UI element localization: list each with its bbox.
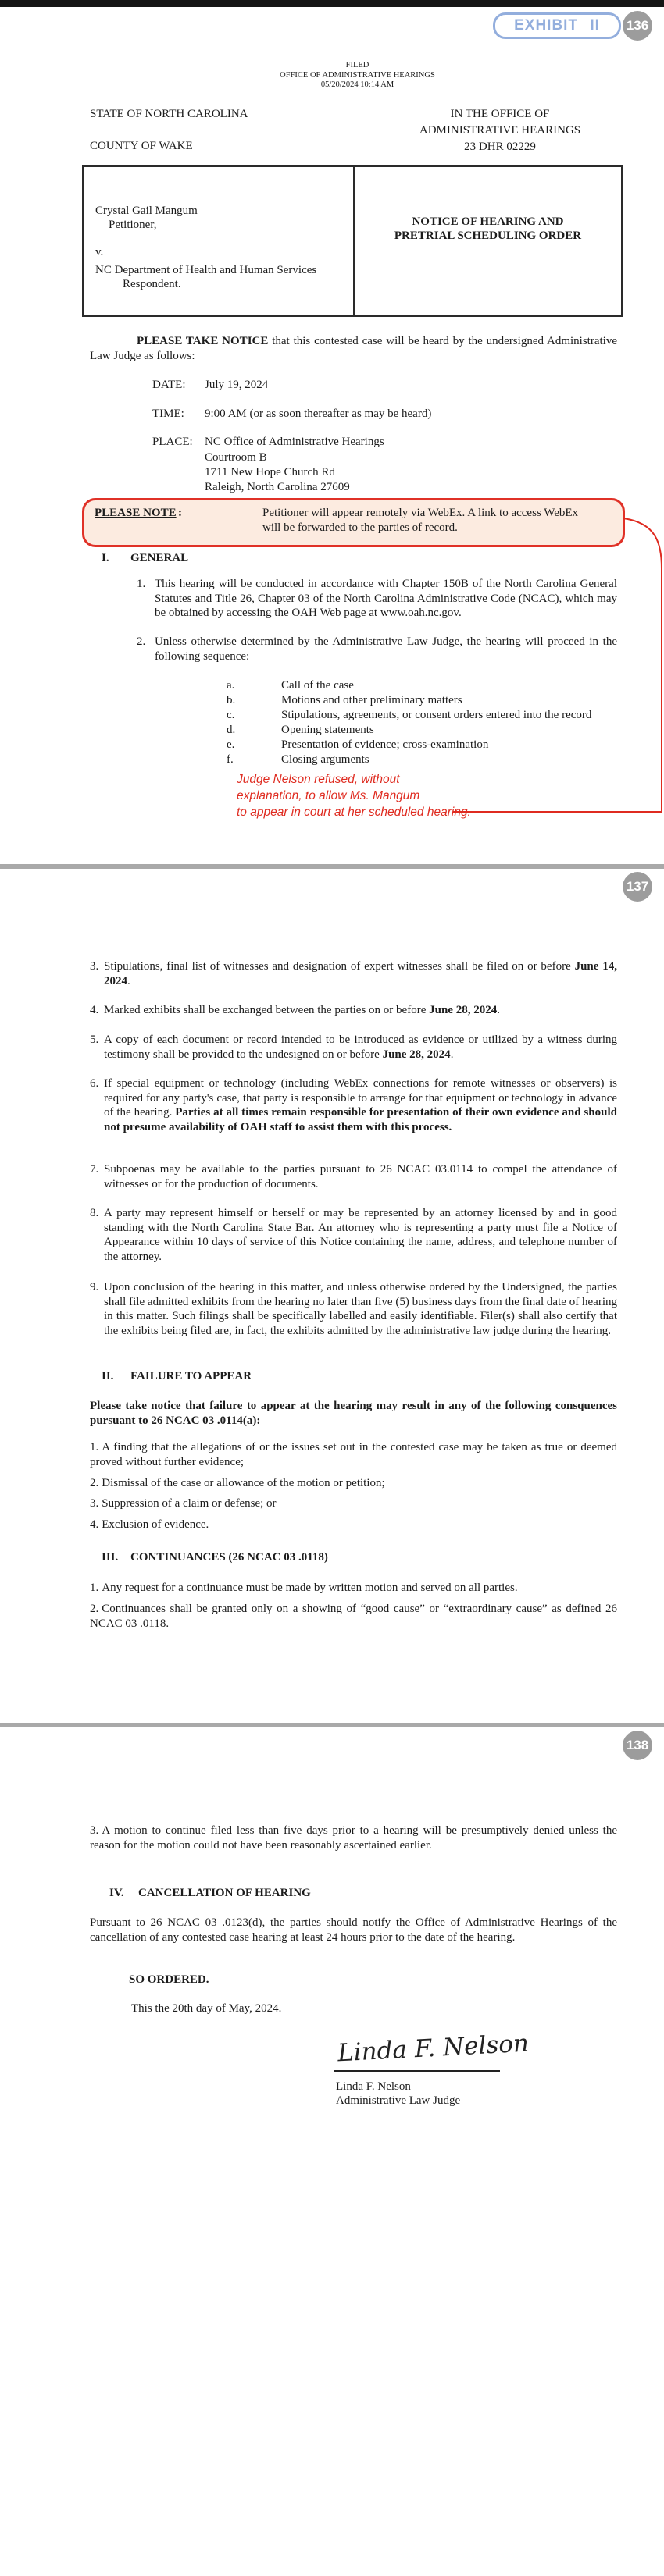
item-number: 1. xyxy=(90,1582,99,1594)
item-text: A copy of each document or record intended to be introduced as evidence or utilized by a witness during testimony shall be provided to the undesigned on or before xyxy=(104,1034,617,1061)
failure-intro: Please take notice that failure to appear at the hearing may result in any of the following consquences pursuant to 26 NCAC 03 .0114(a): xyxy=(90,1400,617,1427)
item-text: A finding that the allegations of or the issues set out in the contested case may be taken as true or deemed proved without further evidence; xyxy=(90,1441,617,1468)
order-item-5 xyxy=(90,1033,617,1062)
lead-bold: PLEASE TAKE NOTICE xyxy=(137,335,269,347)
lead-paragraph xyxy=(90,334,617,364)
item-text: Any request for a continuance must be made by written motion and served on all parties. xyxy=(102,1582,518,1594)
order-item-7 xyxy=(90,1162,617,1191)
sequence-item xyxy=(227,678,354,693)
item-text: Subpoenas may be available to the parties pursuant to 26 NCAC 03.0114 to compel the attendance of witnesses or for the production of documents. xyxy=(104,1163,617,1190)
filed-timestamp: 05/20/2024 10:14 AM xyxy=(320,80,394,89)
filed-line: OFFICE OF ADMINISTRATIVE HEARINGS xyxy=(280,70,435,80)
cancellation-paragraph: Pursuant to 26 NCAC 03 .0123(d), the parties should notify the Office of Administrative Hearings of the cancellation of any contested case hearing at least 24 hours prior to the date of the hearing. xyxy=(90,1916,617,1944)
time-value: 9:00 AM (or as soon thereafter as may be heard) xyxy=(205,407,432,420)
please-note-text: will be forwarded to the parties of record. xyxy=(262,521,458,534)
item-number: 3. xyxy=(90,1824,99,1837)
petitioner-role: Petitioner, xyxy=(109,219,157,231)
annotation-line: Judge Nelson refused, without xyxy=(237,773,400,786)
section-number: III. xyxy=(102,1551,119,1564)
item-text: Marked exhibits shall be exchanged between the parties on or before xyxy=(104,1004,430,1016)
hearing-place-row xyxy=(152,435,384,450)
time-label: TIME: xyxy=(152,407,184,420)
general-item-1 xyxy=(137,577,617,621)
header-office-line: IN THE OFFICE OF xyxy=(450,108,550,120)
header-county: COUNTY OF WAKE xyxy=(90,140,193,152)
place-value: NC Office of Administrative Hearings xyxy=(205,436,384,448)
item-number: 9. xyxy=(90,1281,99,1293)
continuance-item xyxy=(90,1602,617,1631)
please-note-callout xyxy=(82,498,625,547)
item-bold-text: Parties at all times remain responsible for presentation of their own evidence and should not presume availability of OAH staff to assist them with this process. xyxy=(104,1106,617,1133)
item-text: If special equipment or technology (including WebEx connections for remote witnesses or observers) is required for any party's case, that party is responsible to arrange for that equipment or technology in advance of the hearing. xyxy=(104,1077,617,1119)
page-break-bar xyxy=(0,864,664,869)
please-note-colon: : xyxy=(178,507,182,519)
hearing-date-row xyxy=(152,378,268,393)
item-text: A motion to continue filed less than five days prior to a hearing will be presumptively denied unless the reason for the motion could not have been reasonably ascertained earlier. xyxy=(90,1824,617,1852)
sequence-letter: c. xyxy=(227,709,235,721)
lead-rest: that this contested case will be heard by the undersigned Administrative Law Judge as follows: xyxy=(90,335,617,362)
sequence-text: Closing arguments xyxy=(281,753,369,766)
item-number: 2. xyxy=(137,635,146,648)
section-heading-continuances xyxy=(102,1551,328,1564)
item-text: This hearing will be conducted in accordance with Chapter 150B of the North Carolina General Statutes and Title 26, Chapter 03 of the North Carolina Administrative Code (NCAC), which may be obtained by accessing the OAH Web page at xyxy=(155,578,617,620)
section-heading-failure xyxy=(102,1370,252,1383)
item-text: Suppression of a claim or defense; or xyxy=(102,1497,277,1510)
section-number: IV. xyxy=(109,1887,124,1899)
item-text: Continuances shall be granted only on a showing of “good cause” or “extraordinary cause” as defined 26 NCAC 03 .0118. xyxy=(90,1603,617,1630)
item-number: 8. xyxy=(90,1207,99,1219)
case-number: 23 DHR 02229 xyxy=(464,141,536,153)
please-note-label: PLEASE NOTE xyxy=(95,507,177,519)
item-text: . xyxy=(458,607,462,620)
red-margin-annotation xyxy=(237,771,471,820)
order-item-8 xyxy=(90,1206,617,1264)
page-number-badge: 136 xyxy=(623,11,652,41)
item-text: A party may represent himself or herself or may be represented by an attorney licensed by and in good standing with the North Carolina State Bar. An attorney who is representing a party must file a Notice of Appearance within 10 days of service of this Notice containing the name, address, and telephone number of the attorney. xyxy=(104,1207,617,1263)
sequence-item xyxy=(227,723,374,738)
order-item-9 xyxy=(90,1280,617,1338)
sequence-text: Motions and other preliminary matters xyxy=(281,694,462,706)
document-title-line: NOTICE OF HEARING AND xyxy=(412,215,564,228)
sequence-letter: e. xyxy=(227,738,235,751)
item-number: 4. xyxy=(90,1004,99,1016)
judge-name: Linda F. Nelson xyxy=(336,2080,411,2093)
item-text: Upon conclusion of the hearing in this matter, and unless otherwise ordered by the Undersigned, the parties shall file admitted exhibits from the hearing no later than five (5) business days from the final date of hearing in this matter. Such filings shall be specifically labelled and easily identifiable. Filer(s) shall also certify that the exhibits being filed are, in fact, the exhibits admitted by the administrative law judge during the hearing. xyxy=(104,1281,617,1337)
sequence-item xyxy=(227,753,369,767)
item-number: 5. xyxy=(90,1034,99,1046)
deadline-date: June 28, 2024 xyxy=(382,1048,451,1061)
item-number: 4. xyxy=(90,1518,99,1531)
oah-url-link: www.oah.nc.gov xyxy=(380,607,459,620)
place-line: 1711 New Hope Church Rd xyxy=(205,466,335,479)
page-break-bar xyxy=(0,1723,664,1727)
signature-line xyxy=(334,2070,500,2072)
scan-top-edge xyxy=(0,0,664,7)
annotation-line: to appear in court at her scheduled hearing. xyxy=(237,806,471,819)
deadline-date: June 14, 2024 xyxy=(104,960,617,987)
sequence-text: Stipulations, agreements, or consent orders entered into the record xyxy=(281,709,592,721)
header-state: STATE OF NORTH CAROLINA xyxy=(90,108,248,120)
item-number: 2. xyxy=(90,1603,99,1615)
section-number: II. xyxy=(102,1370,114,1382)
sequence-letter: a. xyxy=(227,679,235,692)
sequence-text: Presentation of evidence; cross-examination xyxy=(281,738,489,751)
deadline-date: June 28, 2024 xyxy=(429,1004,498,1016)
hearing-time-row xyxy=(152,407,431,422)
item-text: Exclusion of evidence. xyxy=(102,1518,209,1531)
judge-title: Administrative Law Judge xyxy=(336,2094,461,2107)
please-note-text: Petitioner will appear remotely via WebEx. A link to access WebEx xyxy=(262,507,579,519)
section-number: I. xyxy=(102,552,109,564)
item-number: 7. xyxy=(90,1163,99,1176)
place-line: Courtroom B xyxy=(205,451,267,464)
sequence-letter: f. xyxy=(227,753,234,766)
header-office-block xyxy=(406,106,594,155)
exhibit-stamp: EXHIBIT II xyxy=(493,12,621,39)
sequence-item xyxy=(227,693,462,708)
item-number: 3. xyxy=(90,1497,99,1510)
failure-item xyxy=(90,1496,617,1511)
item-text: . xyxy=(127,974,130,987)
item-text: Unless otherwise determined by the Administrative Law Judge, the hearing will proceed in the following sequence: xyxy=(155,635,617,663)
section-title: CONTINUANCES (26 NCAC 03 .0118) xyxy=(130,1551,328,1564)
section-title: GENERAL xyxy=(130,552,189,564)
sequence-text: Call of the case xyxy=(281,679,354,692)
item-number: 1. xyxy=(90,1441,99,1453)
document-title-line: PRETRIAL SCHEDULING ORDER xyxy=(394,229,582,242)
header-office-line: ADMINISTRATIVE HEARINGS xyxy=(419,124,581,137)
section-heading-cancellation xyxy=(109,1887,311,1900)
respondent-role: Respondent. xyxy=(123,278,181,290)
sequence-item xyxy=(227,708,591,723)
case-caption-box xyxy=(82,165,623,317)
order-item-6 xyxy=(90,1076,617,1134)
judge-signature: Linda F. Nelson xyxy=(337,2029,530,2068)
item-text: Stipulations, final list of witnesses and designation of expert witnesses shall be filed on or before xyxy=(104,960,575,973)
item-text: Dismissal of the case or allowance of the motion or petition; xyxy=(102,1477,385,1489)
order-item-4 xyxy=(90,1003,617,1018)
filed-line: FILED xyxy=(345,61,369,69)
date-label: DATE: xyxy=(152,379,186,391)
failure-item xyxy=(90,1440,617,1469)
failure-item xyxy=(90,1517,617,1532)
respondent-name: NC Department of Health and Human Services xyxy=(95,264,317,276)
section-heading-general xyxy=(102,552,188,565)
sequence-letter: b. xyxy=(227,694,236,706)
continuance-item-3 xyxy=(90,1823,617,1852)
section-title: CANCELLATION OF HEARING xyxy=(138,1887,311,1899)
versus: v. xyxy=(95,246,104,258)
item-text: . xyxy=(450,1048,454,1061)
place-line: Raleigh, North Carolina 27609 xyxy=(205,481,350,493)
dated-line: This the 20th day of May, 2024. xyxy=(131,2002,282,2015)
filed-stamp xyxy=(227,61,488,91)
general-item-2 xyxy=(137,635,617,664)
sequence-item xyxy=(227,738,488,753)
continuance-item xyxy=(90,1581,617,1596)
section-title: FAILURE TO APPEAR xyxy=(130,1370,252,1382)
so-ordered: SO ORDERED. xyxy=(129,1973,209,1986)
petitioner-name: Crystal Gail Mangum xyxy=(95,205,198,217)
date-value: July 19, 2024 xyxy=(205,379,269,391)
failure-item xyxy=(90,1476,617,1491)
item-text: . xyxy=(497,1004,500,1016)
page-number-badge: 138 xyxy=(623,1731,652,1760)
item-number: 6. xyxy=(90,1077,99,1090)
item-number: 1. xyxy=(137,578,146,590)
item-number: 3. xyxy=(90,960,99,973)
annotation-line: explanation, to allow Ms. Mangum xyxy=(237,789,420,802)
order-item-3 xyxy=(90,959,617,988)
sequence-letter: d. xyxy=(227,724,236,736)
place-label: PLACE: xyxy=(152,436,193,448)
item-number: 2. xyxy=(90,1477,99,1489)
page-number-badge: 137 xyxy=(623,872,652,902)
sequence-text: Opening statements xyxy=(281,724,374,736)
